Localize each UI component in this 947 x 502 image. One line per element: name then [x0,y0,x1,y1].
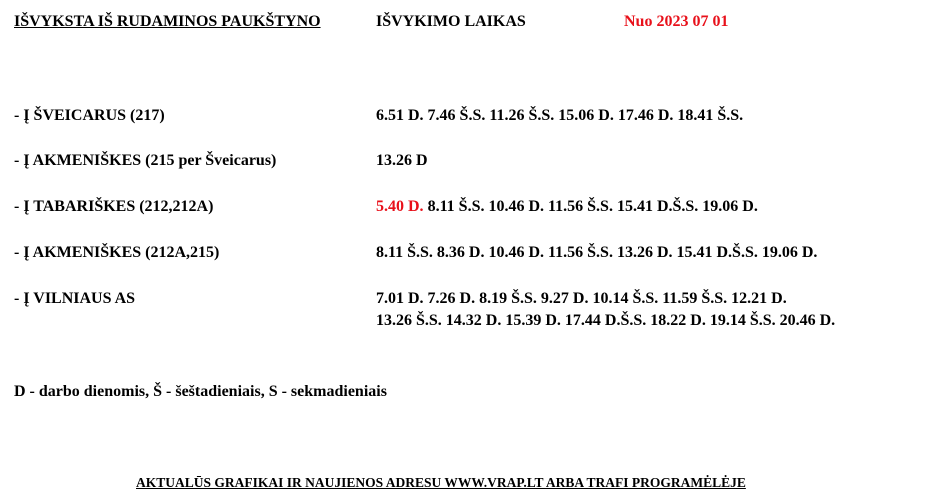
route-times-akmeniskes-215 [376,150,428,172]
route-times-sveicarus [376,105,743,127]
footer-note: AKTUALŪS GRAFIKAI IR NAUJIENOS ADRESU WWW.VRAP.LT ARBA TRAFI PROGRAMĖLĖJE [136,475,746,490]
times-line: 7.01 D. 7.26 D. 8.19 Š.S. 9.27 D. 10.14 Š.S. 11.59 Š.S. 12.21 D. [376,290,787,307]
route-label-akmeniskes-215: - Į AKMENIŠKES (215 per Šveicarus) [14,152,277,169]
route-label-sveicarus: - Į ŠVEICARUS (217) [14,107,165,124]
page-title: IŠVYKSTA IŠ RUDAMINOS PAUKŠTYNO [14,13,321,30]
route-times-tabariskes [376,196,758,218]
route-label-vilniaus-as: - Į VILNIAUS AS [14,290,136,307]
times-line: 6.51 D. 7.46 Š.S. 11.26 Š.S. 15.06 D. 17.46 D. 18.41 Š.S. [376,107,744,124]
times-line: 8.11 Š.S. 8.36 D. 10.46 D. 11.56 Š.S. 13.26 D. 15.41 D.Š.S. 19.06 D. [376,244,818,261]
route-times-akmeniskes-212a [376,242,817,264]
times-rest: 8.11 Š.S. 10.46 D. 11.56 Š.S. 15.41 D.Š.S. 19.06 D. [423,198,758,215]
highlighted-departure: 5.40 D. [376,198,424,215]
route-label-akmeniskes-212a: - Į AKMENIŠKES (212A,215) [14,244,220,261]
legend: D - darbo dienomis, Š - šeštadieniais, S - sekmadieniais [14,383,387,400]
route-label-tabariskes: - Į TABARIŠKES (212,212A) [14,198,214,215]
valid-from-date: Nuo 2023 07 01 [624,13,729,30]
route-times-vilniaus-as [376,288,835,332]
departure-time-heading: IŠVYKIMO LAIKAS [376,13,526,30]
times-line: 13.26 Š.S. 14.32 D. 15.39 D. 17.44 D.Š.S. 18.22 D. 19.14 Š.S. 20.46 D. [376,312,836,329]
times-line [376,196,758,218]
times-line: 13.26 D [376,152,428,169]
